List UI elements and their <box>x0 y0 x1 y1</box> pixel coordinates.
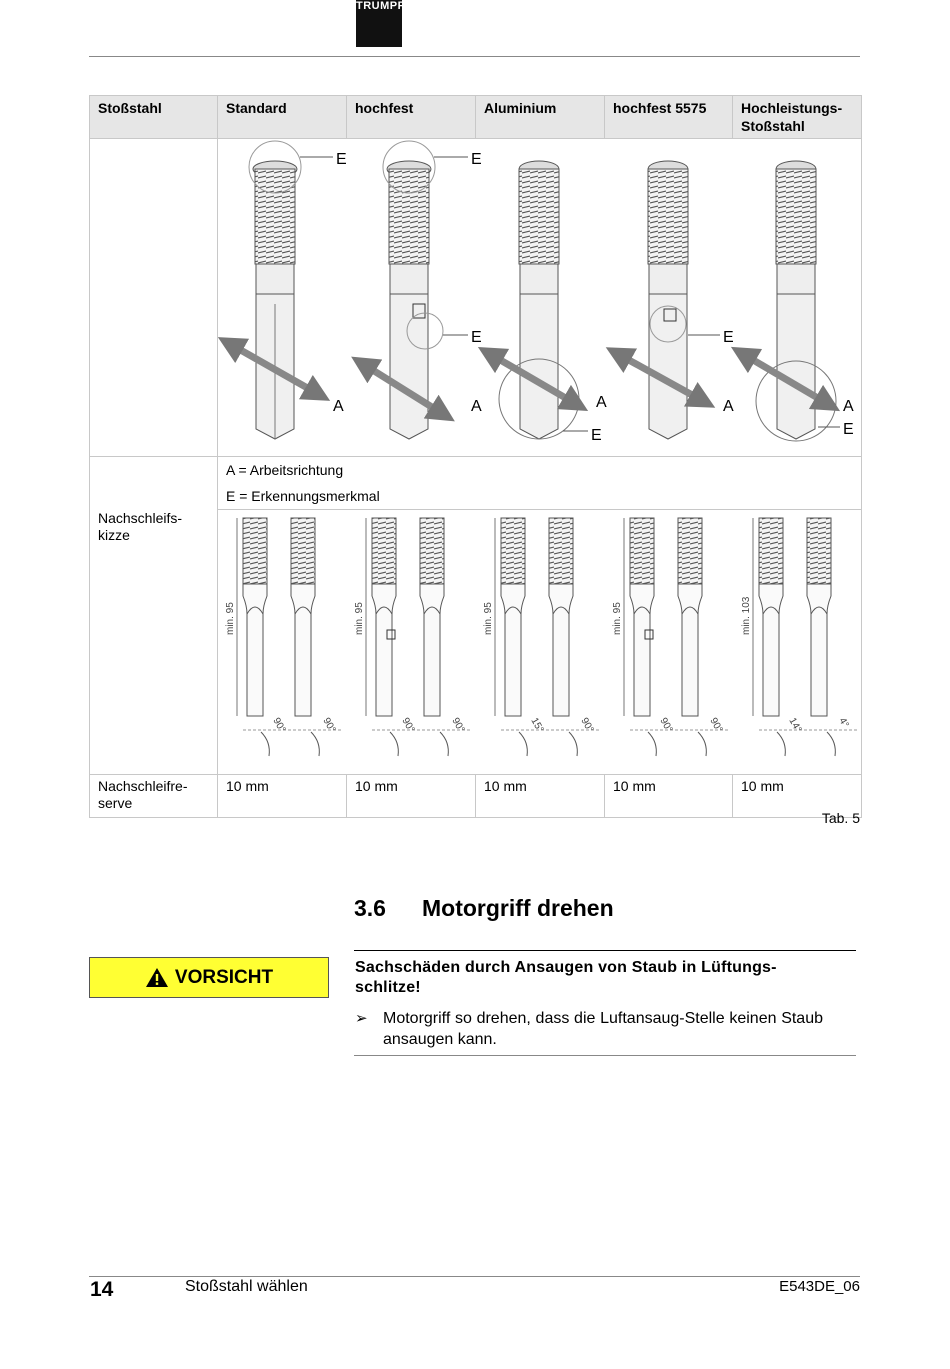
legend-e: E = Erkennungsmerkmal <box>226 488 380 504</box>
min-length-label: min. 95 <box>354 602 365 635</box>
min-length-label: min. 95 <box>612 602 623 635</box>
sketch-shank <box>501 584 525 716</box>
angle-label: 90° <box>270 716 288 735</box>
angle-label: 90° <box>578 716 596 735</box>
table-row-reserve <box>90 775 862 818</box>
sketch-shank <box>243 584 267 716</box>
caution-top-rule <box>354 950 856 951</box>
footer-chapter-title: Stoßstahl wählen <box>185 1278 308 1295</box>
sketch-shank <box>807 584 831 716</box>
logo-text: TRUMPF <box>356 0 405 12</box>
angle-arc <box>390 732 398 756</box>
punch-hochfest <box>363 141 482 439</box>
min-length-label: min. 95 <box>225 602 236 635</box>
sketch-thread <box>243 518 267 584</box>
punch-illustrations <box>218 139 861 453</box>
sketch-thread <box>501 518 525 584</box>
angle-arc <box>648 732 656 756</box>
sketch-shank <box>372 584 396 716</box>
table-header-row <box>90 96 862 139</box>
col-header: hochfest <box>347 96 476 139</box>
punch-illustration-cell <box>218 139 862 457</box>
sketch-thread <box>420 518 444 584</box>
col-header: Standard <box>218 96 347 139</box>
sketch-shank <box>759 584 783 716</box>
min-length-label: min. 95 <box>483 602 494 635</box>
reserve-value-text: 10 mm <box>226 778 269 794</box>
table-row-legend <box>90 457 862 510</box>
col-header: hochfest 5575 <box>605 96 733 139</box>
sketch-thread <box>807 518 831 584</box>
row-label-cell <box>90 775 218 818</box>
reserve-value <box>347 775 476 818</box>
section-title: Motorgriff drehen <box>422 895 614 921</box>
col-header: Stoßstahl <box>90 96 218 139</box>
caution-heading: Sachschäden durch Ansaugen von Staub in Lüftungs-schlitze! <box>355 959 777 996</box>
legend-a: A = Arbeitsrichtung <box>226 462 344 478</box>
footer-rule <box>89 1276 860 1277</box>
punch-type-table <box>89 95 862 818</box>
warning-triangle-icon <box>145 967 169 988</box>
angle-arc <box>827 732 835 756</box>
angle-label: 90° <box>657 716 675 735</box>
callout-a: A <box>471 398 482 415</box>
reserve-value <box>605 775 733 818</box>
col-header-line: Stoßstahl <box>741 118 805 134</box>
caution-box <box>89 957 329 998</box>
legend-cell <box>218 457 862 510</box>
callout-a: A <box>843 398 854 415</box>
callout-e: E <box>336 151 347 168</box>
sketch-shank <box>291 584 315 716</box>
reserve-value-text: 10 mm <box>613 778 656 794</box>
reserve-value <box>476 775 605 818</box>
regrind-sketches <box>218 510 861 771</box>
caution-label: VORSICHT <box>174 966 274 988</box>
reserve-value-text: 10 mm <box>484 778 527 794</box>
row-label: Nachschleifre- <box>98 778 188 794</box>
document-id: E543DE_06 <box>779 1278 860 1295</box>
sketch-thread <box>759 518 783 584</box>
callout-e: E <box>471 151 482 168</box>
table-caption: Tab. 5 <box>821 810 860 826</box>
angle-label: 15° <box>528 716 546 735</box>
col-header: Aluminium <box>476 96 605 139</box>
sketch-shank <box>549 584 573 716</box>
angle-label: 4° <box>836 716 851 730</box>
caution-bottom-rule <box>354 1055 856 1056</box>
row-label: Nachschleifs- <box>98 510 183 526</box>
angle-label: 90° <box>449 716 467 735</box>
row-label-cell <box>90 457 218 775</box>
callout-e: E <box>591 427 602 444</box>
angle-arc <box>777 732 785 756</box>
empty-cell <box>90 139 218 457</box>
angle-arc <box>519 732 527 756</box>
punch-aluminium <box>490 161 607 444</box>
sketch-shank <box>630 584 654 716</box>
angle-label: 90° <box>320 716 338 735</box>
bullet-arrow-icon: ➢ <box>355 1010 368 1027</box>
angle-arc <box>261 732 269 756</box>
callout-a: A <box>333 398 344 415</box>
callout-a: A <box>596 394 607 411</box>
sketch-thread <box>291 518 315 584</box>
angle-label: 90° <box>707 716 725 735</box>
row-label: serve <box>98 795 133 811</box>
angle-arc <box>311 732 319 756</box>
min-length-label: min. 103 <box>741 596 752 635</box>
table-row-illustration <box>90 139 862 457</box>
callout-a: A <box>723 398 734 415</box>
trumpf-logo <box>356 0 405 47</box>
callout-e: E <box>843 421 854 438</box>
sketch-shank <box>678 584 702 716</box>
sketch-thread <box>630 518 654 584</box>
sketch-shank <box>420 584 444 716</box>
angle-label: 90° <box>399 716 417 735</box>
col-header-line: Hochleistungs- <box>741 100 843 116</box>
sketch-thread <box>678 518 702 584</box>
reserve-value-text: 10 mm <box>355 778 398 794</box>
sketch-thread <box>372 518 396 584</box>
angle-arc <box>569 732 577 756</box>
sketch-thread <box>549 518 573 584</box>
header-rule <box>89 56 860 57</box>
row-label: kizze <box>98 527 130 543</box>
angle-arc <box>440 732 448 756</box>
callout-e: E <box>471 329 482 346</box>
caution-action: Motorgriff so drehen, dass die Luftansaug-Stelle keinen Staub ansaugen kann. <box>383 1010 823 1048</box>
punch-standard <box>230 141 347 439</box>
reserve-value-text: 10 mm <box>741 778 784 794</box>
punch-hochleistung <box>743 161 854 441</box>
punch-hochfest-5575 <box>618 161 734 439</box>
section-number: 3.6 <box>354 895 386 921</box>
col-header <box>733 96 862 139</box>
page-number: 14 <box>90 1278 114 1301</box>
callout-e: E <box>723 329 734 346</box>
sketch-cell <box>218 510 862 775</box>
angle-arc <box>698 732 706 756</box>
angle-label: 14° <box>786 716 804 735</box>
reserve-value <box>218 775 347 818</box>
